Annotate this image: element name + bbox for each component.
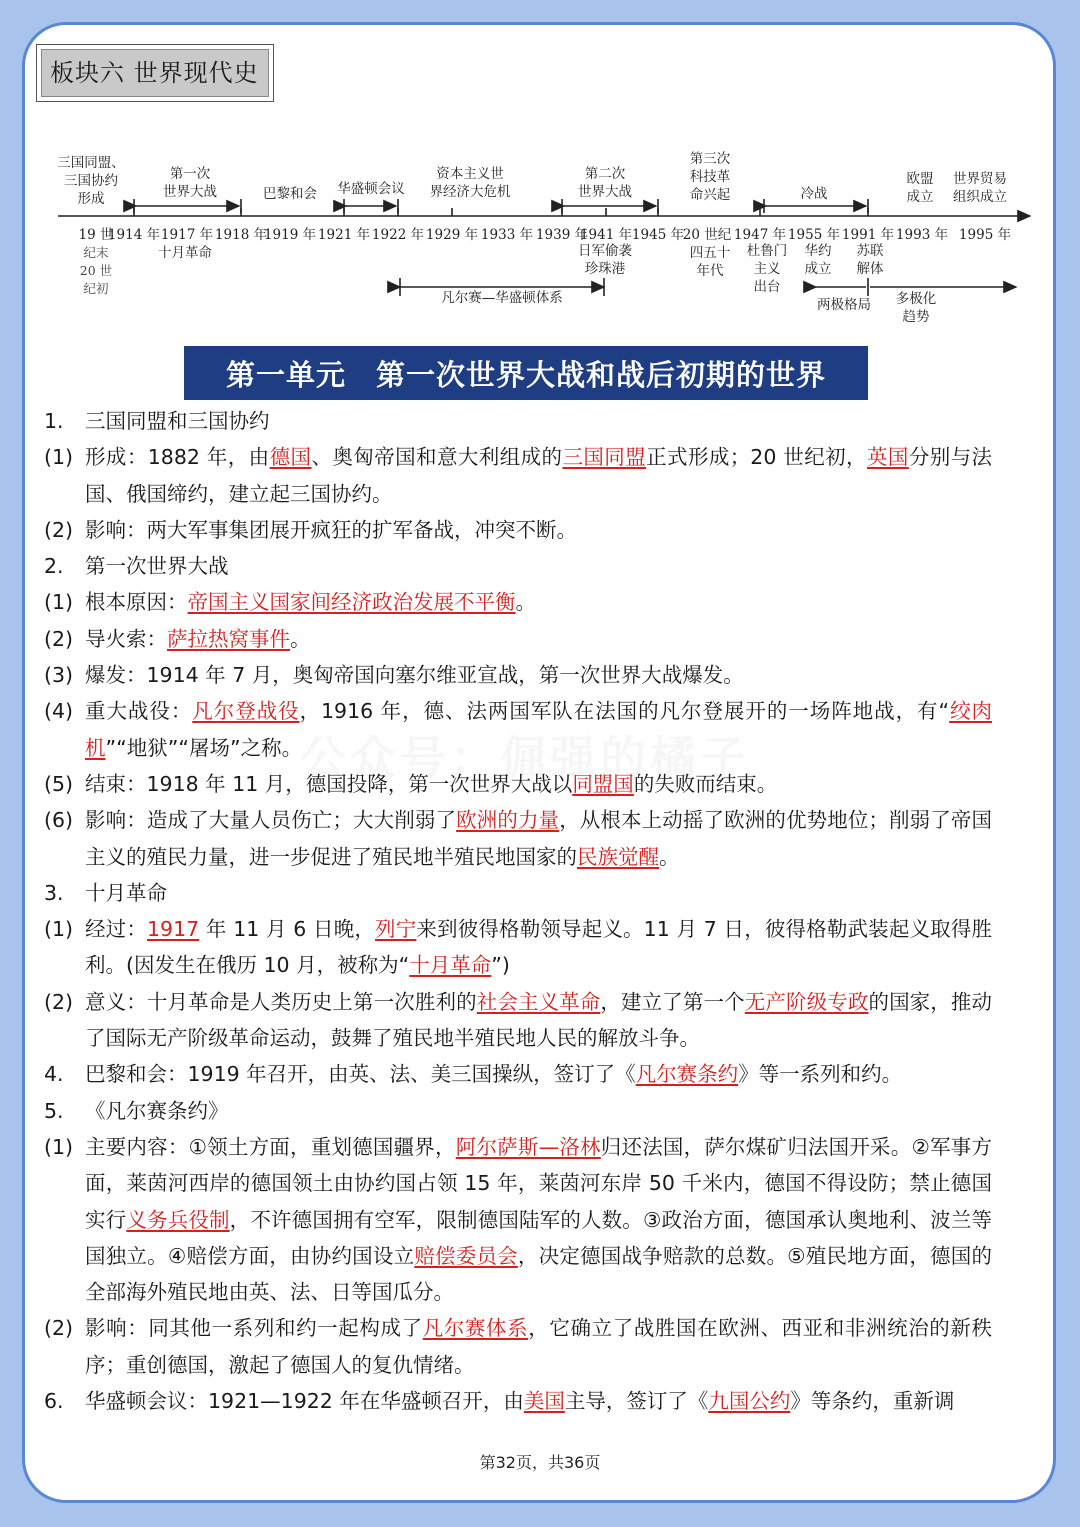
year-label: 19 世 [78,227,114,243]
text-run: 重大战役： [85,699,193,724]
item-number: (1) [44,590,74,615]
event-label-above: 巴黎和会 [263,186,317,202]
item-text [85,984,992,1057]
year-label: 1919 年 [263,227,317,243]
timeline-chart [0,0,1080,340]
year-label: 1995 年 [958,227,1012,243]
item-number: (1) [44,445,74,470]
event-label-below: 成立 [804,261,832,277]
item-text [85,875,992,911]
text-run: 的国家，推动了国际无产阶级革命运动，鼓舞了殖民地半殖民地人民的解放斗争。 [85,989,993,1051]
answer-highlight: 无产阶级专政 [744,989,869,1014]
event-label-above: 形成 [77,191,105,207]
list-item [44,1383,992,1419]
item-text [85,439,992,512]
event-label-below: 珍珠港 [584,261,626,277]
item-text [85,911,992,984]
text-run: 分别与法国、俄国缔约，建立起三国协约。 [85,445,993,506]
text-run: 》等一系列和约。 [738,1062,903,1087]
year-label: 1929 年 [425,227,479,243]
answer-highlight: 民族觉醒 [577,844,659,869]
year-label: 1941 年 [579,227,633,243]
year-label: 1947 年 [733,227,787,243]
answer-highlight: 萨拉热窝事件 [167,626,290,651]
item-number: 3. [44,880,64,905]
event-label-below: 解体 [856,261,884,277]
text-run: 巴黎和会：1919 年召开，由英、法、美三国操纵，签订了《 [85,1062,636,1087]
unit-title: 第一单元 第一次世界大战和战后初期的世界 [184,346,868,400]
answer-highlight: 凡尔登战役 [192,699,300,724]
item-number: 2. [44,554,64,579]
text-run: 年 11 月 6 日晚， [199,917,376,942]
event-label-above: 世界大战 [163,184,217,200]
answer-highlight: 社会主义革命 [476,989,601,1014]
item-text [85,1310,992,1383]
item-number: 5. [44,1098,64,1123]
answer-highlight: 同盟国 [572,771,634,796]
item-text [85,584,992,620]
text-run: 根本原因： [85,590,188,615]
event-label-below: 华约 [804,243,832,259]
text-run: 正式形成；20 世纪初， [646,445,867,470]
text-run: 影响：同其他一系列和约一起构成了 [85,1316,423,1341]
item-number: (2) [44,626,74,651]
answer-highlight: 列宁 [375,917,417,942]
answer-highlight: 赔偿委员会 [414,1243,518,1268]
answer-highlight: 欧洲的力量 [456,808,560,833]
item-text [85,512,992,548]
item-number: (2) [44,989,74,1014]
item-number: (4) [44,699,74,724]
text-run: ，它确立了战胜国在欧洲、西亚和非洲统治的新秩序；重创德国，激起了德国人的复仇情绪。 [85,1316,993,1377]
year-label: 1939 年 [535,227,589,243]
event-label-above: 华盛顿会议 [337,181,405,197]
text-run: 华盛顿会议：1921—1922 年在华盛顿召开，由 [85,1389,524,1414]
event-label-above: 世界大战 [578,184,632,200]
list-item [44,1093,992,1129]
text-run: 。 [515,590,536,615]
year-sub-label: 20 世 [79,263,113,278]
year-sub-label: 纪初 [83,281,109,296]
list-item [44,621,992,657]
text-run: 》等条约，重新调 [790,1389,955,1414]
answer-highlight: 三国同盟 [562,445,647,470]
year-label: 1917 年 [160,227,214,243]
event-label-below: 主义 [753,261,781,277]
system-span-label: 两极格局 [817,297,871,313]
event-label-above: 命兴起 [689,187,731,203]
text-run: 第一次世界大战 [85,554,229,579]
list-item [44,403,992,439]
event-label-above: 科技革 [689,169,731,185]
text-run: 主要内容：①领土方面，重划德国疆界， [85,1134,456,1159]
text-run: ，建立了第一个 [600,989,745,1014]
list-item [44,1056,992,1092]
year-label: 1993 年 [895,227,949,243]
answer-highlight: 帝国主义国家间经济政治发展不平衡 [187,590,516,615]
event-label-below: 出台 [753,279,781,295]
event-label-below: 日军偷袭 [578,243,632,259]
text-run: 形成：1882 年，由 [85,445,270,470]
text-run: ”) [491,953,510,978]
item-text [85,621,992,657]
text-run: 经过： [85,917,147,942]
item-text [85,1056,992,1092]
list-item [44,875,992,911]
text-run: 《凡尔赛条约》 [85,1098,229,1123]
text-run: 。 [290,626,311,651]
event-label-above: 冷战 [800,186,828,202]
year-label: 1945 年 [631,227,685,243]
year-label: 1918 年 [214,227,268,243]
answer-highlight: 十月革命 [409,953,492,978]
event-label-above: 世界贸易 [953,171,1007,187]
item-text [85,403,992,439]
answer-highlight: 德国 [269,445,312,470]
event-label-above: 欧盟 [906,171,934,187]
item-number: (1) [44,917,74,942]
list-item [44,911,992,984]
text-run: 意义：十月革命是人类历史上第一次胜利的 [85,989,477,1014]
text-run: ，决定德国战争赔款的总数。⑤殖民地方面，德国的全部海外殖民地由英、法、日等国瓜分。 [85,1243,992,1305]
list-item [44,439,992,512]
content-body [44,403,992,1419]
item-text [85,657,992,693]
year-sub-label: 纪末 [83,245,109,260]
item-number: (5) [44,771,74,796]
section-label-text: 板块六 世界现代史 [41,49,269,97]
item-number: (6) [44,808,74,833]
item-number: (2) [44,517,74,542]
event-label-below: 四五十 [689,245,731,261]
year-label: 1933 年 [480,227,534,243]
year-label: 1914 年 [107,227,161,243]
year-label: 1921 年 [317,227,371,243]
item-text [85,693,992,766]
list-item [44,657,992,693]
page-number: 第32页，共36页 [479,1453,601,1472]
answer-highlight: 凡尔赛体系 [422,1316,529,1341]
event-label-above: 界经济大危机 [429,184,511,200]
answer-highlight: 九国公约 [708,1389,791,1414]
year-label: 20 世纪 [682,227,732,243]
year-label: 1955 年 [787,227,841,243]
item-number: (3) [44,663,74,688]
list-item [44,512,992,548]
text-run: 三国同盟和三国协约 [85,409,270,433]
answer-highlight: 义务兵役制 [126,1207,230,1232]
answer-highlight: 1917 [147,917,200,942]
item-text [85,766,992,802]
item-number: (2) [44,1316,74,1341]
event-label-above: 三国同盟、 [57,155,125,171]
item-number: 6. [44,1389,64,1414]
event-label-above: 成立 [906,189,934,205]
text-run: ”“地狱”“屠场”之称。 [105,735,303,760]
text-run: 来到彼得格勒领导起义。11 月 7 日，彼得格勒武装起义取得胜利。(因发生在俄历 10 月，被称为“ [85,917,993,978]
answer-highlight: 阿尔萨斯—洛林 [455,1134,601,1159]
text-run: 、奥匈帝国和意大利组成的 [311,445,563,470]
item-number: 1. [44,409,64,433]
text-run: 影响：两大军事集团展开疯狂的扩军备战，冲突不断。 [85,517,577,542]
year-label: 1991 年 [841,227,895,243]
item-text [85,1093,992,1129]
text-run: 十月革命 [85,880,167,905]
text-run: 主导，签订了《 [564,1389,709,1414]
text-run: 结束：1918 年 11 月，德国投降，第一次世界大战以 [85,771,573,796]
list-item [44,984,992,1057]
item-number: (1) [44,1134,74,1159]
event-label-above: 第二次 [584,166,626,182]
item-text [85,1129,992,1310]
item-text [85,548,992,584]
system-span-label: 凡尔赛—华盛顿体系 [441,290,563,306]
list-item [44,1310,992,1383]
event-label-above: 三国协约 [64,173,118,189]
system-span-label: 多极化 [895,291,937,307]
text-run: 的失败而结束。 [633,771,778,796]
list-item [44,1129,992,1310]
answer-highlight: 英国 [866,445,909,470]
year-label: 1922 年 [371,227,425,243]
text-run: 爆发：1914 年 7 月，奥匈帝国向塞尔维亚宣战，第一次世界大战爆发。 [85,663,744,688]
event-label-below: 杜鲁门 [746,243,788,259]
system-span-label: 趋势 [902,309,930,325]
list-item [44,548,992,584]
text-run: ，不许德国拥有空军，限制德国陆军的人数。③政治方面，德国承认奥地利、波兰等国独立。④赔偿方面，由协约国设立 [85,1207,992,1268]
event-label-above: 第三次 [689,151,731,167]
text-run: ，从根本上动摇了欧洲的优势地位；削弱了帝国主义的殖民力量，进一步促进了殖民地半殖民地国家的 [85,808,993,869]
event-label-above: 资本主义世 [436,166,504,182]
list-item [44,766,992,802]
event-label-below: 年代 [696,263,724,279]
text-run: 。 [659,844,680,869]
item-text [85,1383,992,1419]
item-text [85,802,992,875]
event-label-above: 组织成立 [953,189,1007,205]
event-label-above: 第一次 [169,166,211,182]
list-item [44,584,992,620]
text-run: 导火索： [85,626,167,651]
event-label-below: 苏联 [856,243,884,259]
list-item [44,693,992,766]
list-item [44,802,992,875]
text-run: 归还法国，萨尔煤矿归法国开采。②军事方面，莱茵河西岸的德国领土由协约国占领 15 年，莱茵河东岸 50 千米内，德国不得设防；禁止德国实行 [85,1134,993,1232]
answer-highlight: 绞肉机 [85,699,993,760]
item-number: 4. [44,1062,64,1087]
answer-highlight: 凡尔赛条约 [635,1062,739,1087]
text-run: 影响：造成了大量人员伤亡；大大削弱了 [85,808,457,833]
event-label-below: 十月革命 [158,245,212,261]
answer-highlight: 美国 [523,1389,565,1414]
text-run: ，1916 年，德、法两国军队在法国的凡尔登展开的一场阵地战，有“ [299,699,950,724]
